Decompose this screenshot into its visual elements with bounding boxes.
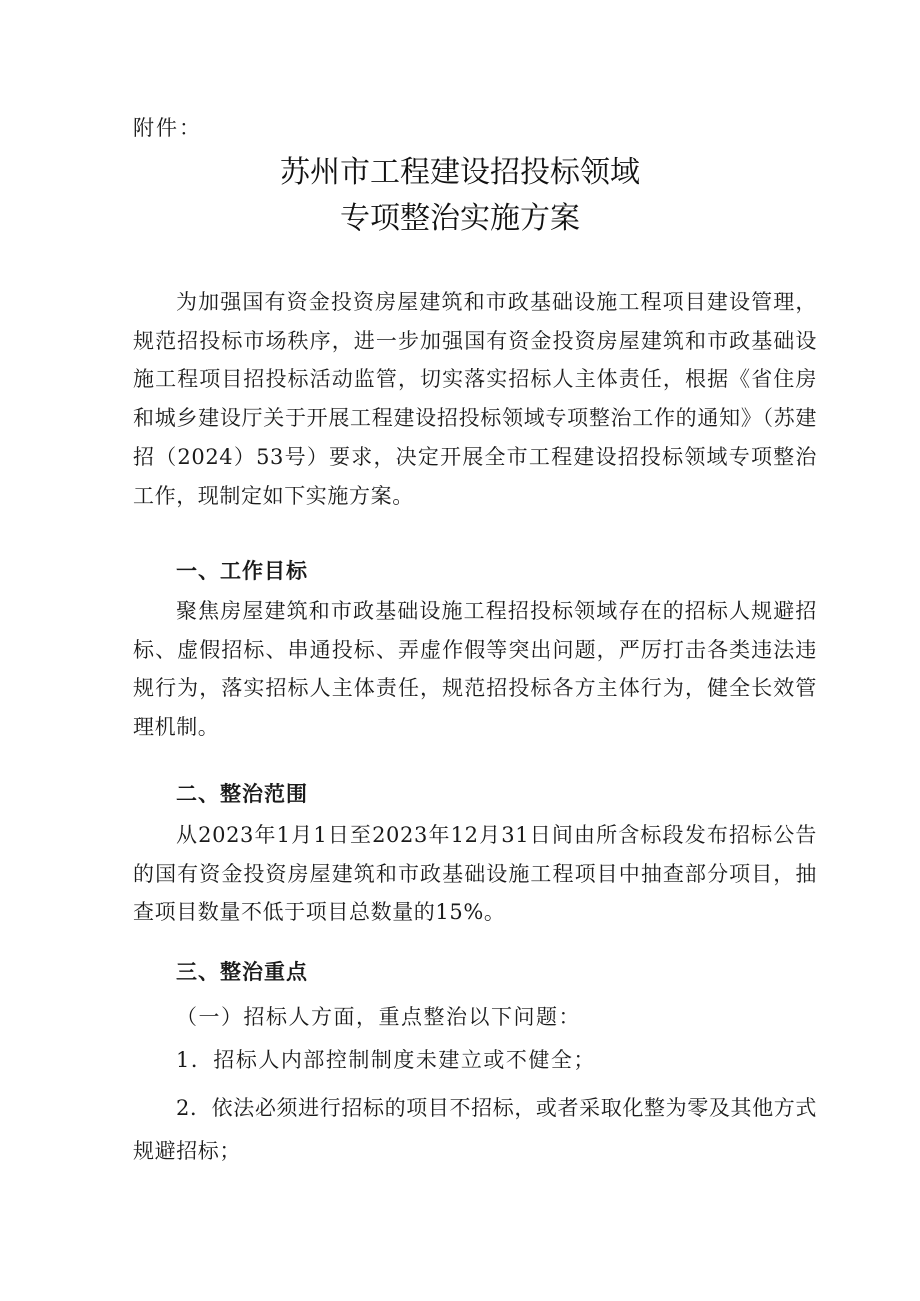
document-title-line-2: 专项整治实施方案: [340, 201, 580, 236]
section-body-goals: 聚焦房屋建筑和市政基础设施工程招投标领域存在的招标人规避招标、虚假招标、串通投标、弄虚作假等突出问题，严厉打击各类违法违规行为，落实招标人主体责任，规范招投标各方主体行为，健全长效管理机制。: [133, 599, 817, 740]
attachment-label: 附件：: [133, 116, 202, 140]
section-heading-goals: 一、工作目标: [176, 559, 308, 583]
section-heading-scope: 二、整治范围: [176, 782, 308, 806]
intro-paragraph: 为加强国有资金投资房屋建筑和市政基础设施工程项目建设管理，规范招投标市场秩序，进一步加强国有资金投资房屋建筑和市政基础设施工程项目招投标活动监管，切实落实招标人主体责任，根据《省住房和城乡建设厅关于开展工程建设招投标领域专项整治工作的通知》（苏建招（2024）53号）要求，决定开展全市工程建设招投标领域专项整治工作，现制定如下实施方案。: [133, 290, 817, 508]
section-body-scope: 从2023年1月1日至2023年12月31日间由所含标段发布招标公告的国有资金投资房屋建筑和市政基础设施工程项目中抽查部分项目，抽查项目数量不低于项目总数量的15%。: [133, 823, 817, 925]
focus-item-2: 2．依法必须进行招标的项目不招标，或者采取化整为零及其他方式规避招标；: [133, 1096, 817, 1163]
section-heading-focus: 三、整治重点: [176, 960, 308, 984]
focus-item-1: 1．招标人内部控制制度未建立或不健全；: [176, 1048, 596, 1072]
focus-subheading: （一）招标人方面，重点整治以下问题：: [176, 1005, 581, 1029]
document-title-line-1: 苏州市工程建设招投标领域: [280, 155, 640, 190]
